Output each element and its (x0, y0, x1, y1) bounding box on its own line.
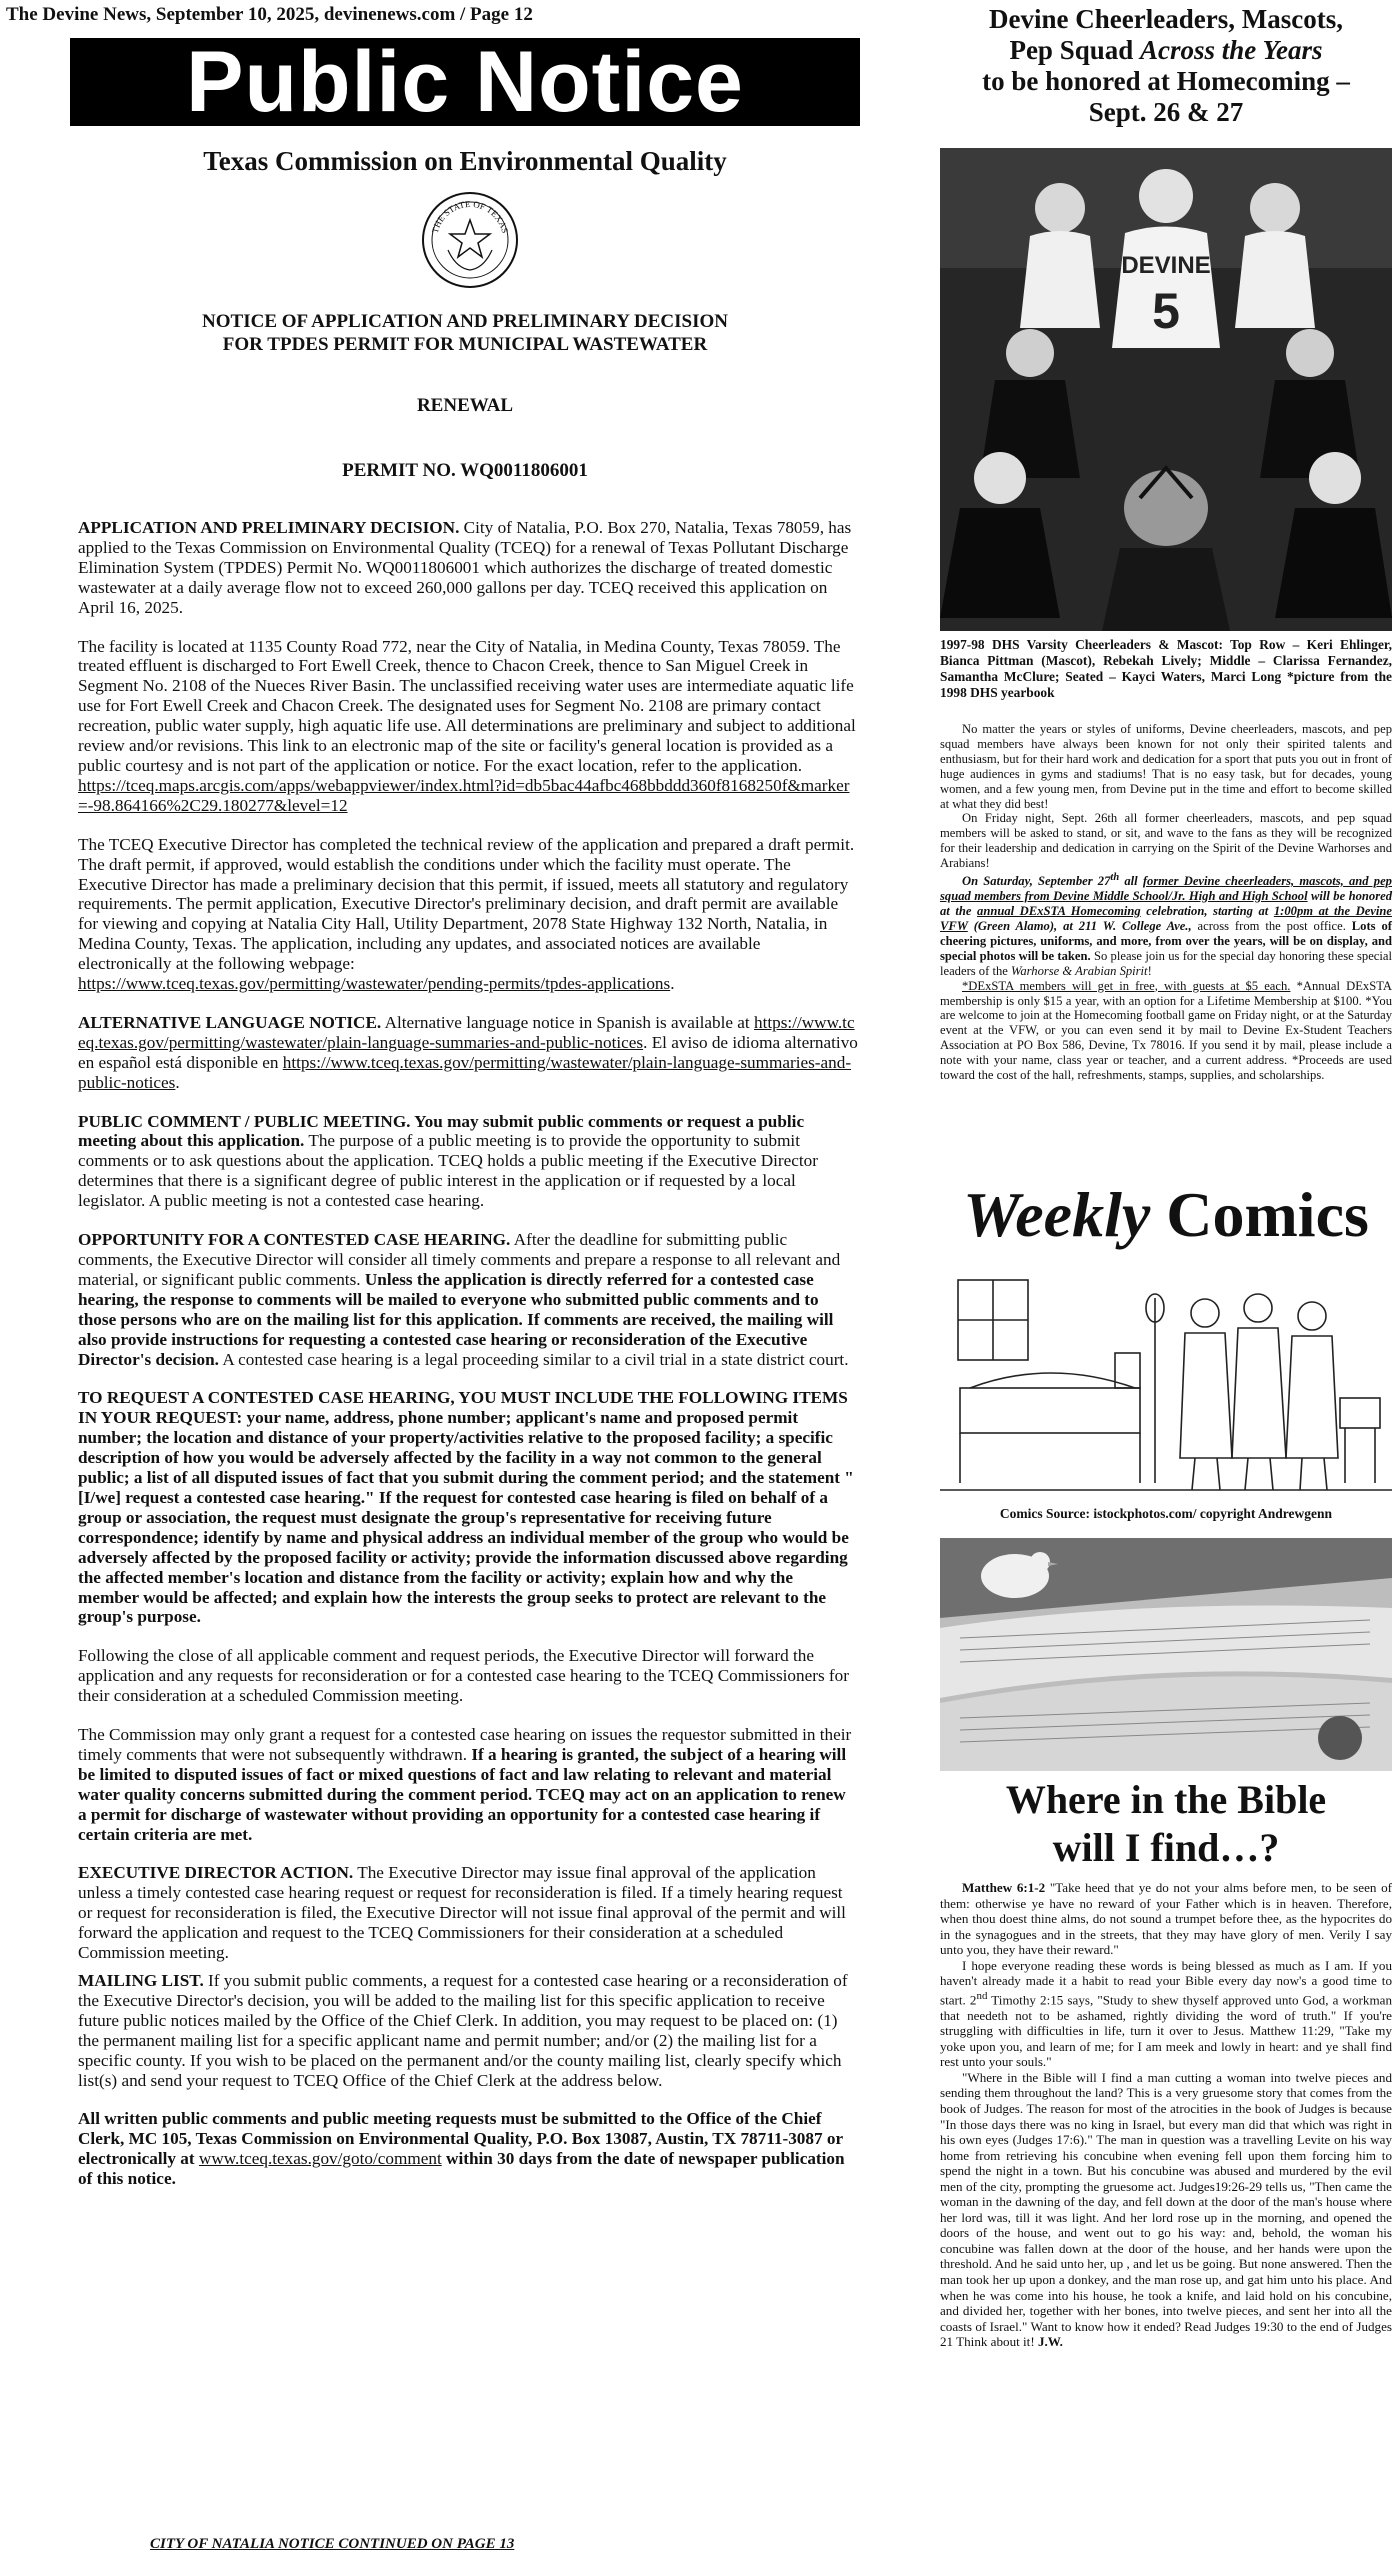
map-link[interactable]: https://tceq.maps.arcgis.com/apps/webappviewer/index.html?id=db5bac44afbc468bbddd360f8168250f&marker=-98.864166%2C29.180277&level=12 (78, 775, 850, 815)
article-text: ! (1147, 963, 1152, 978)
article-paragraph (940, 1880, 1392, 1958)
article-text: Timothy 2:15 says, "Study to shew thyself approved unto God, a workman that needeth not to be ashamed, rightly dividing the word of truth." If you're struggling with difficulties in life, turn it over to Jesus. Matthew 11:29, "Take my yoke upon you, and learn of me; for I am meek and lowly in heart: and ye shall find rest unto your souls." (940, 1992, 1392, 2070)
article-text: annual DExSTA Homecoming (977, 904, 1141, 919)
contested-case-paragraph (78, 1230, 858, 1369)
executive-director-paragraph (78, 1863, 858, 1963)
paragraph-text: The Commission may only grant a request for a contested case hearing on issues the requestor submitted in their timely comments that were not subsequently withdrawn. (78, 1725, 852, 1764)
paragraph-text: The TCEQ Executive Director has completed the technical review of the application and prepared a draft permit. The draft permit, if approved, would establish the conditions under which the facility must operate. The Executive Director has made a preliminary decision that this permit, if issued, meets all statutory and regulatory requirements. The permit application, Executive Director's preliminary decision, and draft permit are available for viewing and copying at Natalia City Hall, Utility Department, 2078 State Highway 132 North, Natalia, in Medina County, Texas. The application, including any updates, and associated notices are available electronically at the following webpage: (78, 834, 855, 974)
cheer-article (940, 722, 1392, 1083)
paragraph-text: The Executive Director may issue final approval of the application unless a timely contested case hearing request or request for reconsideration is filed. If a timely hearing request or request for reconsideration is filed, the Executive Director will not issue final approval of the permit and will forward the application and request to the TCEQ Commissioners for their consideration at a scheduled Commission meeting. (78, 1863, 846, 1963)
article-text: will be honored at the (940, 889, 1392, 919)
article-text: th (1110, 872, 1120, 884)
article-text: Lots of cheering pictures, uniforms, and more, from over the years, will be on display, and special photos will be taken. (940, 918, 1392, 963)
article-text: So please join us for the special day honoring these special leaders of the (940, 948, 1392, 978)
notice-body (78, 518, 858, 2208)
paragraph-bold-text: TO REQUEST A CONTESTED CASE HEARING, YOU MUST INCLUDE THE FOLLOWING ITEMS IN YOUR REQUEST: your name, address, phone number; applicant's name and proposed permit number; the location and distance of your property/activities relative to the proposed facility; a specific description of how you would be adversely affected by the facility in a way not common to the general public; a list of all disputed issues of fact that you submit during the comment period; and the statement "[I/we] request a contested case hearing." If the request for contested case hearing is filed on behalf of a group or association, the request must designate the group's representative for receiving future correspondence; identify by name and physical address an individual member of the group who would be adversely affected by the proposed facility or activity; provide the information discussed above regarding the affected member's location and distance from the facility or activity; explain how and why the member would be affected; and explain how the interests the group seeks to protect are relevant to the group's purpose. (78, 1388, 854, 1627)
public-comment-paragraph (78, 1112, 858, 1212)
review-paragraph: The TCEQ Executive Director has completed the technical review of the application and prepared a draft permit. The draft permit, if approved, would establish the conditions under which the facility must operate. The Executive Director has made a preliminary decision that this permit, if issued, meets all statutory and regulatory requirements. The permit application, Executive Director's preliminary decision, and draft permit are available for viewing and copying at Natalia City Hall, Utility Department, 2078 State Highway 132 North, Natalia, in Medina County, Texas. The application, including any updates, and associated notices are available electronically at the following webpage: https://www.tceq.texas.gov/permitting/wastewater/pending-permits/tpdes-applications. (78, 834, 855, 994)
article-paragraph (940, 1958, 1392, 2070)
headline-line: Sept. 26 & 27 (1088, 97, 1244, 127)
comics-source: Comics Source: istockphotos.com/ copyright Andrewgenn (999, 1506, 1333, 1521)
written-comments-paragraph (78, 2109, 858, 2189)
jersey-number: 5 (1152, 283, 1180, 339)
paragraph-text: The purpose of a public meeting is to provide the opportunity to submit comments or to ask questions about the application. TCEQ holds a public meeting if the Executive Director determines that there is a significant degree of public interest in the application or if requested by a local legislator. A public meeting is not a contested case hearing. (78, 1131, 819, 1211)
article-text: "Take heed that ye do not your alms before men, to be seen of them: otherwise ye have no reward of your Father which is in heaven. Therefore, when thou doest thine alms, do not sound a trumpet before thee, as the hypocrites do in the synagogues and in the streets, that they may have glory of men. Verily I say unto you, they have their reward." (940, 1880, 1392, 1958)
headline-line (940, 35, 1392, 66)
paragraph-text: Alternative language notice in Spanish is available at (381, 1012, 754, 1032)
jersey-text: DEVINE (1121, 252, 1211, 279)
notice-title-line: NOTICE OF APPLICATION AND PRELIMINARY DECISION (202, 311, 728, 332)
article-text: (Green Alamo), at 211 W. College Ave., (967, 918, 1192, 933)
scripture-reference: Matthew 6:1-2 (962, 1880, 1046, 1895)
paragraph-text: A contested case hearing is a legal proceeding similar to a civil trial in a state district court. (218, 1349, 849, 1369)
permit-number: PERMIT NO. WQ0011806001 (342, 460, 588, 481)
bible-article (940, 1880, 1392, 2350)
right-column (940, 0, 1392, 2560)
headline-italic: Across the Years (1140, 35, 1323, 65)
article-text: *Annual DExSTA membership is only $15 a year, with an option for a Lifetime Membership at $100. *You are welcome to join at the Homecoming football game on Friday night, or at the Saturday event at the VFW, or you can even send it by mail to Devine Ex-Student Teachers Association at PO Box 586, Devine, Tx 78016. If you send it by mail, please include a note with your name, class year or teacher, and a current address. *Proceeds are used toward the cost of the hall, refreshments, stamps, supplies, and scholarships. (940, 978, 1392, 1083)
renewal-label: RENEWAL (416, 395, 514, 416)
article-text: *DExSTA members will get in free, with guests at $5 each. (962, 978, 1291, 993)
photo-caption: 1997-98 DHS Varsity Cheerleaders & Mascot: Top Row – Keri Ehlinger, Bianca Pittman (Mascot), Rebekah Lively; Middle – Clarissa Fernandez, Samantha McClure; Seated – Kayci Waters, Marci Long *picture from the 1998 DHS yearbook (940, 637, 1392, 700)
article-text: 1:00pm at the Devine VFW (940, 904, 1392, 933)
paragraph-bold-text: All written public comments and public meeting requests must be submitted to the Office of the Chief Clerk, MC 105, Texas Commission on Environmental Quality, P.O. Box 13087, Austin, TX 78711-3087 or electronically at (78, 2109, 843, 2169)
agency-name: Texas Commission on Environmental Quality (203, 146, 727, 176)
bible-photo (940, 1538, 1392, 1771)
headline-line: will I find…? (1052, 1825, 1280, 1870)
section-heading: MAILING LIST. (78, 1971, 204, 1990)
comics-title-italic: Weekly (963, 1179, 1151, 1250)
headline-line: Devine Cheerleaders, Mascots, (989, 4, 1343, 34)
page-header: The Devine News, September 10, 2025, devinenews.com / Page 12 (6, 4, 533, 25)
paragraph-text: If you submit public comments, a request for a contested case hearing or a reconsideration of the Executive Director's decision, you will be added to the mailing list for this specific application to receive future public notices mailed by the Office of the Chief Clerk. In addition, you may request to be placed on: (1) the permanent mailing list for a specific applicant name and permit number; and/or (2) the mailing list for a specific county. If you wish to be placed on the permanent and/or the county mailing list, clearly specify which list(s) and send your request to TCEQ Office of the Chief Clerk at the address below. (78, 1971, 848, 2090)
notice-title-line: FOR TPDES PERMIT FOR MUNICIPAL WASTEWATER (222, 334, 708, 355)
headline-line: to be honored at Homecoming – (982, 66, 1350, 96)
section-heading: APPLICATION AND PRELIMINARY DECISION. (78, 518, 460, 537)
seal-lettering: THE STATE OF TEXAS (429, 198, 511, 235)
article-text: Warhorse & Arabian Spirit (1010, 963, 1148, 978)
article-paragraph: No matter the years or styles of uniforms, Devine cheerleaders, mascots, and pep squad members have always been known for not only their spirited talents and enthusiasm, but for their hard work and dedication for a sport that puts you out in front of huge audiences in gyms and stadiums! That is no easy task, but for decades, young women, and a few young men, from Devine put in the time and effort to become skilled at what they did best! (940, 722, 1392, 811)
bible-headline (940, 1776, 1392, 1872)
alt-language-link-spanish[interactable]: https://www.tceq.texas.gov/permitting/wastewater/plain-language-summaries-and-public-notices (78, 1052, 852, 1092)
article-paragraph (940, 871, 1392, 979)
alt-language-link[interactable]: https://www.tceq.texas.gov/permitting/wastewater/plain-language-summaries-and-public-notices (78, 1012, 855, 1052)
paragraph-text: . El aviso de idioma alternativo en español está disponible en (78, 1032, 858, 1072)
article-paragraph (940, 979, 1392, 1083)
paragraph-text: The facility is located at 1135 County Road 772, near the City of Natalia, in Medina County, Texas 78059. The treated effluent is discharged to Fort Ewell Creek, thence to Chacon Creek, thence to San Miguel Creek in Segment No. 2108 of the Nueces River Basin. The unclassified receiving water uses are intermediate aquatic life use for Fort Ewell Creek and Chacon Creek. The designated uses for Segment No. 2108 are primary contact recreation, public water supply, high aquatic life use. All determinations are preliminary and subject to additional review and/or revisions. This link to an electronic map of the site or facility's general location is provided as a public courtesy and is not part of the application or notice. For the exact location, refer to the application. (78, 636, 856, 775)
comics-title-text: Comics (1150, 1179, 1369, 1250)
article-text: "Where in the Bible will I find a man cutting a woman into twelve pieces and sending them throughout the land? This is a very gruesome story that comes from the book of Judges. The reason for most of the atrocities in the book of Judges is because "In those days there was no king in Israel, but every man did that which was right in his own eyes (Judges 17:6)." The man in question was a travelling Levite on his way home from retrieving his concubine when evening fell upon them forcing him to spend the night in a town. But his concubine was abused and murdered by the evil men of the city, prompting the gruesome act. Judges19:26-29 tells us, "Then came the woman in the dawning of the day, and fell down at the door of the man's house where her lord was, till it was light. And her lord rose up in the morning, and opened the doors of the house, and went out to go his way: and, behold, the woman his concubine was fallen down at the door of the house, and her hands were upon the threshold. And he said unto her, up , and let us be going. But none answered. Then the man took her up upon a donkey, and the man rose up, and gat him unto his place. And when he was come into his house, he took a knife, and laid hold on his concubine, and divided her, together with her bones, into twelve pieces, and sent her into all the coasts of Israel." Want to know how it ended? Read Judges 19:30 to the end of Judges 21 Think about it! (940, 2069, 1392, 2350)
article-text: former Devine cheerleaders, mascots, and pep squad members from Devine Middle School/Jr. High and High School (940, 874, 1392, 904)
texas-seal-icon (420, 190, 520, 290)
paragraph-bold-text: within 30 days from the date of newspaper publication of this notice. (78, 2149, 845, 2189)
article-text: celebration, starting at (1140, 904, 1274, 919)
alternative-language-paragraph: ALTERNATIVE LANGUAGE NOTICE. Alternative language notice in Spanish is available at https://www.tceq.texas.gov/permitting/wastewater/plain-language-summaries-and-public-notices. El aviso de idioma alternativo en español está disponible en https://www.tceq.texas.gov/permitting/wastewater/plain-language-summaries-and-public-notices. (78, 1012, 858, 1092)
notice-title (70, 310, 860, 356)
paragraph-text: Following the close of all applicable comment and request periods, the Executive Director will forward the application and any requests for reconsideration or for a contested case hearing to the TCEQ Commissioners for their consideration at a scheduled Commission meeting. (78, 1646, 849, 1706)
application-paragraph (78, 518, 858, 618)
article-text: I hope everyone reading these words is being blessed as much as I am. If you haven't already made it a habit to read your Bible every day now's a good time to start. 2 (940, 1957, 1392, 2008)
comment-link[interactable]: www.tceq.texas.gov/goto/comment (198, 2149, 442, 2169)
article-text: nd (976, 1989, 988, 2002)
mailing-list-paragraph (78, 1971, 858, 2090)
applications-link[interactable]: https://www.tceq.texas.gov/permitting/wastewater/pending-permits/tpdes-applications (78, 974, 671, 994)
request-hearing-paragraph (78, 1388, 858, 1627)
article-text: all (1119, 874, 1143, 889)
article-text: On Saturday, September 27 (962, 874, 1111, 889)
cheer-headline (940, 4, 1392, 128)
article-paragraph (940, 2070, 1392, 2350)
headline-text: Pep Squad (1009, 35, 1141, 65)
article-paragraph: On Friday night, Sept. 26th all former cheerleaders, mascots, and pep squad members will be asked to stand, or sit, and wave to the fans as they will be recognized for their leadership and dedication in carrying on the Spirit of the Devine Warhorses and Arabians! (940, 811, 1392, 871)
public-notice-column (70, 30, 860, 2555)
headline-line: Where in the Bible (1005, 1777, 1327, 1822)
author-signature: J.W. (1037, 2334, 1063, 2350)
paragraph-text: After the deadline for submitting public comments, the Executive Director will consider all timely comments and prepare a response to all relevant and material, or significant public comments. (78, 1230, 841, 1289)
paragraph-text: City of Natalia, P.O. Box 270, Natalia, Texas 78059, has applied to the Texas Commission on Environmental Quality (TCEQ) for a renewal of Texas Pollutant Discharge Elimination System (TPDES) Permit No. WQ0011806001 which authorizes the discharge of treated domestic wastewater at a daily average flow not to exceed 260,000 gallons per day. TCEQ received this application on April 16, 2025. (78, 518, 852, 617)
section-heading: ALTERNATIVE LANGUAGE NOTICE. (78, 1012, 382, 1032)
continued-note: CITY OF NATALIA NOTICE CONTINUED ON PAGE 13 (150, 2536, 515, 2552)
weekly-comics-title (940, 1180, 1392, 1250)
section-heading: PUBLIC COMMENT / PUBLIC MEETING. You may submit public comments or request a public meeting about this application. (78, 1111, 805, 1151)
section-heading: OPPORTUNITY FOR A CONTESTED CASE HEARING. (78, 1230, 511, 1250)
paragraph-bold-text: Unless the application is directly referred for a contested case hearing, the response to comments will be mailed to everyone who submitted public comments and to those persons who are on the mailing list for this application. If comments are received, the mailing will also provide instructions for requesting a contested case hearing or reconsideration of the Executive Director's decision. (78, 1269, 834, 1369)
article-text: across from the post office. (1191, 918, 1352, 933)
facility-paragraph (78, 637, 858, 816)
following-paragraph (78, 1646, 858, 1706)
svg-text:THE STATE OF TEXAS (430, 199, 510, 234)
comic-cartoon (940, 1258, 1392, 1498)
public-notice-banner: Public Notice (70, 38, 860, 126)
commission-paragraph (78, 1725, 858, 1844)
paragraph-bold-text: If a hearing is granted, the subject of a hearing will be limited to disputed issues of fact or mixed questions of fact and law relating to relevant and material water quality concerns submitted during the comment period. TCEQ may act on an application to renew a permit for discharge of wastewater without providing an opportunity for a contested case hearing if certain criteria are met. (78, 1744, 847, 1844)
section-heading: EXECUTIVE DIRECTOR ACTION. (78, 1863, 354, 1883)
cheerleaders-photo (940, 148, 1392, 631)
